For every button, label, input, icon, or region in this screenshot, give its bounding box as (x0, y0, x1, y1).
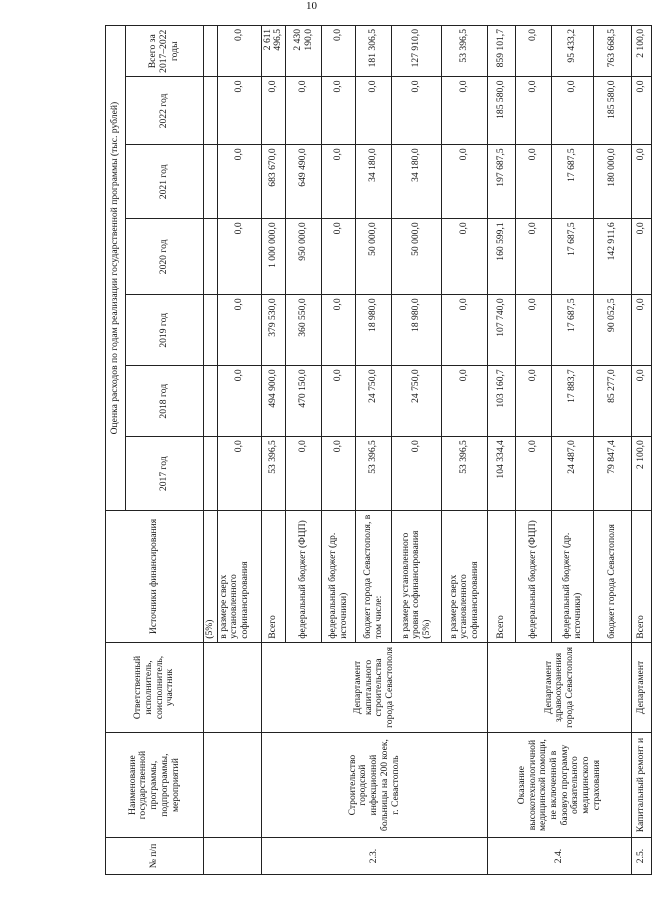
value-cell: 0,0 (516, 77, 552, 145)
table-row (632, 26, 652, 875)
value-cell: 0,0 (392, 77, 442, 145)
value-cell: 0,0 (322, 77, 356, 145)
value-cell: 0,0 (516, 26, 552, 78)
header-name: Наименование государственной программы, подпрограммы, мероприятий (106, 733, 204, 838)
value-cell: 649 490,0 (286, 145, 322, 219)
value-cell: 17 687,5 (552, 219, 594, 295)
header-year: 2017 год (126, 437, 204, 511)
source-cell: федеральный бюджет (др. источники) (322, 511, 356, 643)
value-cell: 0,0 (516, 145, 552, 219)
header-year: 2019 год (126, 295, 204, 366)
value-cell: 0,0 (322, 437, 356, 511)
value-cell: 0,0 (261, 77, 285, 145)
value-cell: 107 740,0 (488, 295, 516, 366)
value-cell: 18 980,0 (392, 295, 442, 366)
value-cell: 2 100,0 (632, 437, 652, 511)
value-cell: 859 101,7 (488, 26, 516, 78)
page-number: 10 (306, 0, 317, 12)
value-cell: 470 150,0 (286, 366, 322, 437)
value-cell: 181 306,5 (356, 26, 392, 78)
source-cell: в размере сверх установленного софинансирования (217, 511, 261, 643)
value-cell: 0,0 (442, 145, 488, 219)
value-cell (204, 26, 218, 78)
value-cell: 0,0 (286, 437, 322, 511)
value-cell: 0,0 (552, 77, 594, 145)
value-cell: 0,0 (217, 145, 261, 219)
value-cell: 90 052,5 (594, 295, 632, 366)
value-cell: 0,0 (217, 219, 261, 295)
source-cell: Всего (261, 511, 285, 643)
value-cell: 17 687,5 (552, 295, 594, 366)
name-cell: Оказание высокотехнологичной медицинской помощи, не включенной в базовую программу обязательного медицинского страхования (488, 733, 632, 838)
value-cell: 0,0 (217, 437, 261, 511)
value-cell: 0,0 (392, 437, 442, 511)
source-cell: бюджет города Севастополя (594, 511, 632, 643)
value-cell: 2 611 496,5 (261, 26, 285, 78)
value-cell: 160 599,1 (488, 219, 516, 295)
value-cell: 53 396,5 (442, 437, 488, 511)
value-cell: 95 433,2 (552, 26, 594, 78)
value-cell: 0,0 (632, 366, 652, 437)
source-cell: Всего (632, 511, 652, 643)
value-cell: 0,0 (217, 295, 261, 366)
source-cell: (5%) (204, 511, 218, 643)
value-cell: 85 277,0 (594, 366, 632, 437)
name-cell (204, 733, 262, 838)
name-cell: Строительство городской инфекционной больницы на 200 коек, г. Севастополь (261, 733, 487, 838)
value-cell: 0,0 (217, 366, 261, 437)
value-cell: 0,0 (632, 295, 652, 366)
value-cell: 2 430 190,0 (286, 26, 322, 78)
value-cell: 142 911,6 (594, 219, 632, 295)
value-cell: 17 687,5 (552, 145, 594, 219)
value-cell: 53 396,5 (442, 26, 488, 78)
value-cell: 127 910,0 (392, 26, 442, 78)
value-cell: 185 580,0 (488, 77, 516, 145)
source-cell: в размере сверх установленного софинансирования (442, 511, 488, 643)
executor-cell: Департамент (632, 642, 652, 732)
value-cell: 180 000,0 (594, 145, 632, 219)
value-cell: 683 670,0 (261, 145, 285, 219)
value-cell: 34 180,0 (356, 145, 392, 219)
value-cell: 0,0 (356, 77, 392, 145)
value-cell: 0,0 (217, 77, 261, 145)
num-cell (204, 838, 262, 875)
value-cell: 50 000,0 (356, 219, 392, 295)
value-cell: 53 396,5 (356, 437, 392, 511)
value-cell: 0,0 (442, 77, 488, 145)
header-estimate: Оценка расходов по годам реализации государственной программы (тыс. рублей) (106, 26, 126, 511)
header-source: Источники финансирования (106, 511, 204, 643)
value-cell: 0,0 (322, 219, 356, 295)
value-cell: 185 580,0 (594, 77, 632, 145)
executor-cell (204, 642, 262, 732)
value-cell: 0,0 (442, 219, 488, 295)
value-cell (204, 77, 218, 145)
value-cell: 950 000,0 (286, 219, 322, 295)
value-cell: 0,0 (322, 366, 356, 437)
value-cell: 0,0 (632, 77, 652, 145)
budget-table (105, 25, 652, 875)
header-executor: Ответственный исполнитель, соисполнитель, участник (106, 642, 204, 732)
num-cell: 2.5. (632, 838, 652, 875)
value-cell: 50 000,0 (392, 219, 442, 295)
value-cell: 79 847,4 (594, 437, 632, 511)
header-num: № п/п (106, 838, 204, 875)
value-cell: 53 396,5 (261, 437, 285, 511)
header-year: 2018 год (126, 366, 204, 437)
value-cell: 18 980,0 (356, 295, 392, 366)
name-cell: Капитальный ремонт и (632, 733, 652, 838)
value-cell: 1 000 000,0 (261, 219, 285, 295)
value-cell: 0,0 (516, 295, 552, 366)
value-cell: 0,0 (516, 366, 552, 437)
header-year: 2020 год (126, 219, 204, 295)
value-cell: 104 334,4 (488, 437, 516, 511)
value-cell: 197 687,5 (488, 145, 516, 219)
value-cell: 0,0 (442, 366, 488, 437)
value-cell: 24 750,0 (356, 366, 392, 437)
value-cell: 0,0 (217, 26, 261, 78)
value-cell: 0,0 (632, 145, 652, 219)
header-year: Всего за 2017–2022 годы (126, 26, 204, 78)
table-row (261, 26, 285, 875)
header-year: 2021 год (126, 145, 204, 219)
source-cell: в размере установленного уровня софинансирования (5%) (392, 511, 442, 643)
source-cell: Всего (488, 511, 516, 643)
table-row (204, 26, 218, 875)
value-cell (204, 437, 218, 511)
value-cell: 379 530,0 (261, 295, 285, 366)
num-cell: 2.3. (261, 838, 487, 875)
value-cell (204, 295, 218, 366)
source-cell: федеральный бюджет (др. источники) (552, 511, 594, 643)
value-cell (204, 145, 218, 219)
source-cell: федеральный бюджет (ФЦП) (286, 511, 322, 643)
value-cell: 763 668,5 (594, 26, 632, 78)
value-cell: 0,0 (516, 219, 552, 295)
table-row (488, 26, 516, 875)
source-cell: бюджет города Севастополя, в том числе: (356, 511, 392, 643)
value-cell: 0,0 (286, 77, 322, 145)
value-cell (204, 219, 218, 295)
value-cell: 0,0 (322, 145, 356, 219)
value-cell: 0,0 (632, 219, 652, 295)
value-cell: 2 100,0 (632, 26, 652, 78)
value-cell: 0,0 (516, 437, 552, 511)
executor-cell: Департамент капитального строительства города Севастополя (261, 642, 487, 732)
value-cell: 24 487,0 (552, 437, 594, 511)
value-cell: 17 883,7 (552, 366, 594, 437)
value-cell: 103 160,7 (488, 366, 516, 437)
value-cell (204, 366, 218, 437)
value-cell: 24 750,0 (392, 366, 442, 437)
num-cell: 2.4. (488, 838, 632, 875)
value-cell: 494 900,0 (261, 366, 285, 437)
source-cell: федеральный бюджет (ФЦП) (516, 511, 552, 643)
value-cell: 0,0 (322, 26, 356, 78)
header-year: 2022 год (126, 77, 204, 145)
value-cell: 0,0 (442, 295, 488, 366)
executor-cell: Департамент здравоохранения города Севастополя (488, 642, 632, 732)
value-cell: 0,0 (322, 295, 356, 366)
value-cell: 360 550,0 (286, 295, 322, 366)
value-cell: 34 180,0 (392, 145, 442, 219)
